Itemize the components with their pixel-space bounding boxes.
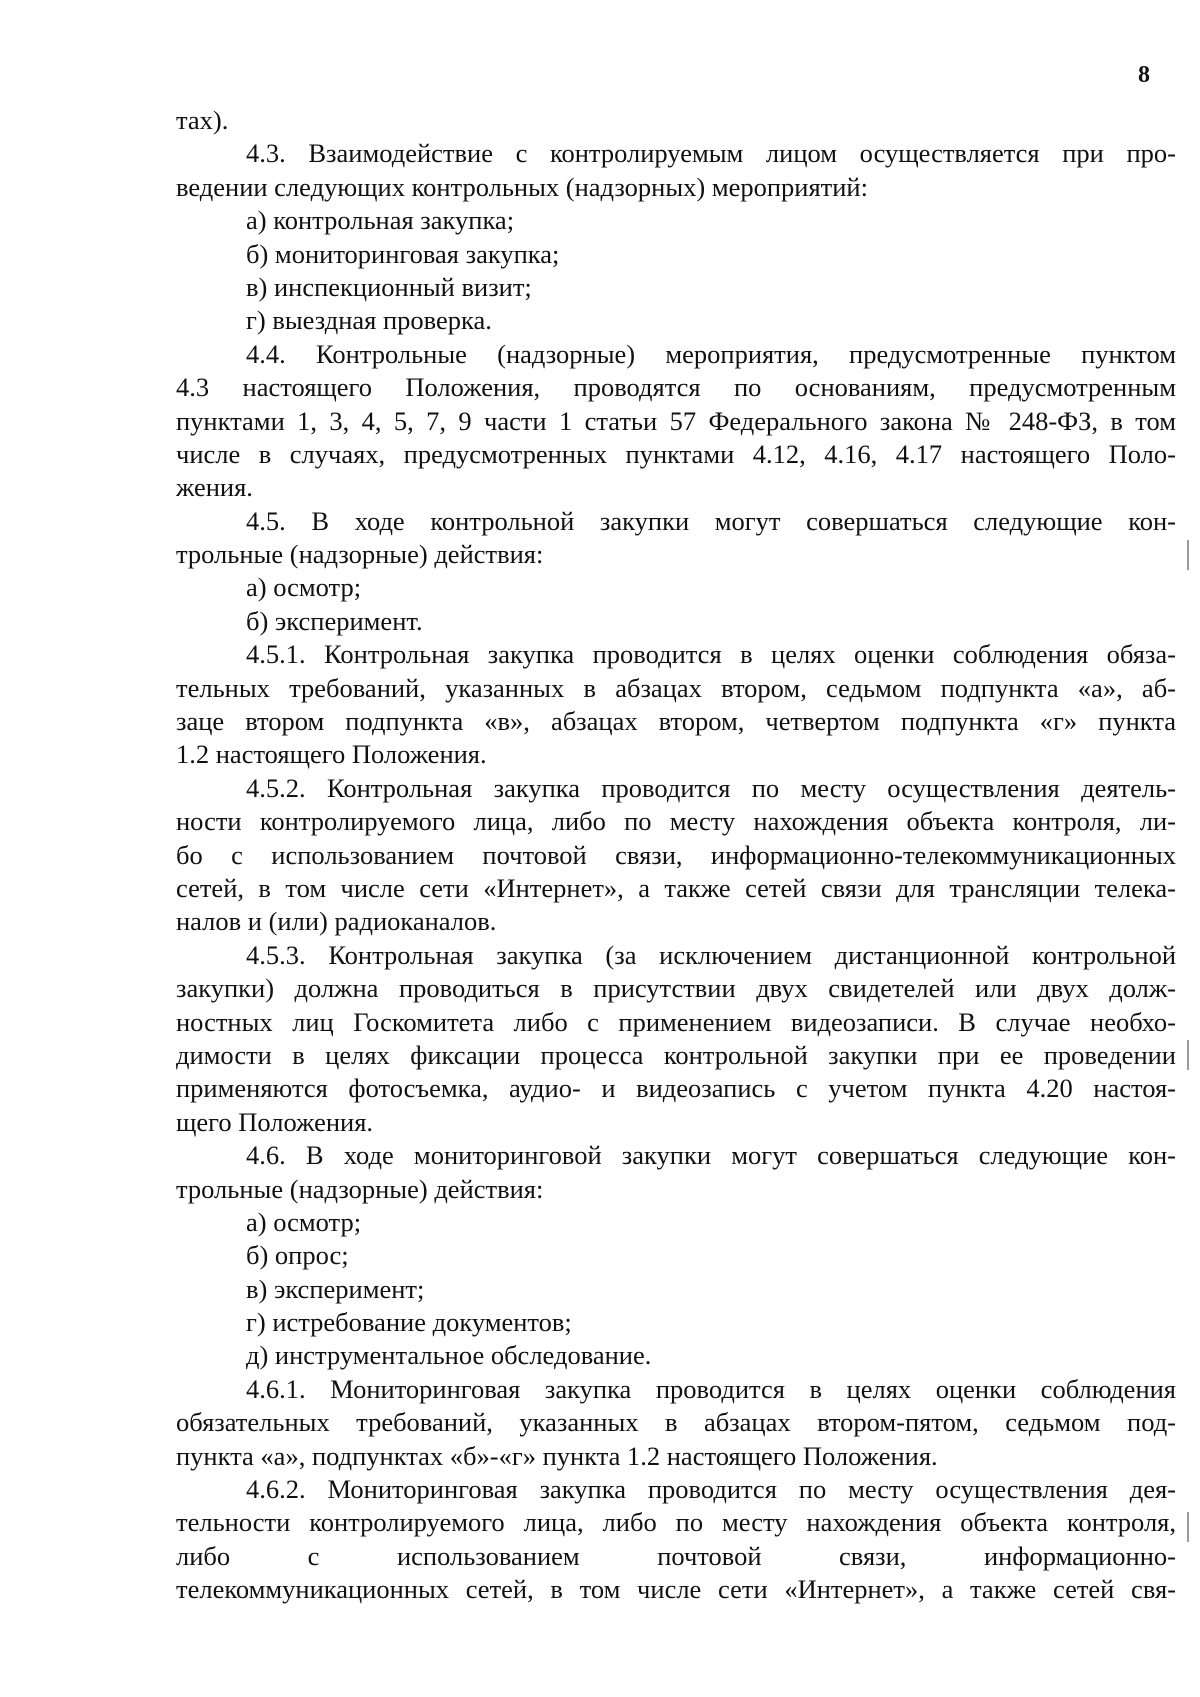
- list-item: г) истребование документов;: [246, 1307, 572, 1338]
- text-line: ности контролируемого лица, либо по месту нахождения объекта контроля, ли-: [176, 806, 1176, 837]
- text-line: тах).: [176, 105, 229, 135]
- text-line: 4.5.1. Контрольная закупка проводится в целях оценки соблюдения обяза-: [246, 639, 1176, 670]
- text-line: либо с использованием почтовой связи, информационно-: [176, 1540, 1176, 1571]
- list-item: б) эксперимент.: [246, 605, 423, 636]
- text-line: 4.5. В ходе контрольной закупки могут совершаться следующие кон-: [246, 505, 1176, 536]
- list-item: б) опрос;: [246, 1240, 349, 1271]
- list-item: а) контрольная закупка;: [246, 205, 515, 236]
- list-item: г) выездная проверка.: [246, 305, 492, 336]
- list-item: а) осмотр;: [246, 572, 362, 603]
- text-line: 1.2 настоящего Положения.: [176, 739, 487, 770]
- text-line: 4.5.3. Контрольная закупка (за исключением дистанционной контрольной: [246, 939, 1176, 970]
- text-line: заце втором подпункта «в», абзацах втором, четвертом подпункта «г» пункта: [176, 706, 1176, 737]
- text-line: 4.4. Контрольные (надзорные) мероприятия, предусмотренные пунктом: [246, 338, 1176, 369]
- text-line: ведении следующих контрольных (надзорных) мероприятий:: [176, 171, 868, 202]
- text-line: тельных требований, указанных в абзацах втором, седьмом подпункта «а», аб-: [176, 672, 1176, 703]
- text-line: 4.6.1. Мониторинговая закупка проводится в целях оценки соблюдения: [246, 1373, 1176, 1404]
- text-line: применяются фотосъемка, аудио- и видеозапись с учетом пункта 4.20 настоя-: [176, 1073, 1176, 1104]
- text-line: пункта «а», подпунктах «б»-«г» пункта 1.2 настоящего Положения.: [176, 1440, 938, 1471]
- text-line: 4.6. В ходе мониторинговой закупки могут совершаться следующие кон-: [246, 1140, 1176, 1171]
- text-line: тельности контролируемого лица, либо по месту нахождения объекта контроля,: [176, 1507, 1176, 1538]
- list-item: в) инспекционный визит;: [246, 271, 532, 302]
- scan-edge-mark: [1187, 540, 1189, 570]
- text-line: 4.6.2. Мониторинговая закупка проводится по месту осуществления дея-: [246, 1474, 1176, 1505]
- text-line: ностных лиц Госкомитета либо с применением видеозаписи. В случае необхо-: [176, 1006, 1176, 1037]
- document-body: [176, 104, 1176, 1607]
- text-line: обязательных требований, указанных в абзацах втором-пятом, седьмом под-: [176, 1407, 1176, 1438]
- text-line: налов и (или) радиоканалов.: [176, 906, 497, 937]
- list-item: а) осмотр;: [246, 1206, 362, 1237]
- text-line: числе в случаях, предусмотренных пунктами 4.12, 4.16, 4.17 настоящего Поло-: [176, 438, 1176, 469]
- text-line: 4.5.2. Контрольная закупка проводится по месту осуществления деятель-: [246, 772, 1176, 803]
- list-item: б) мониторинговая закупка;: [246, 238, 560, 269]
- text-line: жения.: [176, 472, 253, 503]
- text-line: бо с использованием почтовой связи, информационно-телекоммуникационных: [176, 839, 1176, 870]
- scan-edge-mark: [1187, 1040, 1189, 1070]
- text-line: телекоммуникационных сетей, в том числе сети «Интернет», а также сетей свя-: [176, 1574, 1176, 1605]
- scan-edge-mark: [1187, 1512, 1189, 1542]
- text-line: пунктами 1, 3, 4, 5, 7, 9 части 1 статьи 57 Федерального закона № 248-ФЗ, в том: [176, 405, 1176, 436]
- text-line: трольные (надзорные) действия:: [176, 1173, 544, 1204]
- text-line: трольные (надзорные) действия:: [176, 539, 544, 570]
- page-number: 8: [1138, 62, 1150, 88]
- text-line: димости в целях фиксации процесса контрольной закупки при ее проведении: [176, 1039, 1176, 1070]
- text-line: 4.3 настоящего Положения, проводятся по основаниям, предусмотренным: [176, 372, 1176, 403]
- text-line: щего Положения.: [176, 1106, 374, 1137]
- text-line: 4.3. Взаимодействие с контролируемым лицом осуществляется при про-: [246, 138, 1176, 169]
- list-item: в) эксперимент;: [246, 1273, 425, 1304]
- text-line: закупки) должна проводиться в присутствии двух свидетелей или двух долж-: [176, 973, 1176, 1004]
- list-item: д) инструментальное обследование.: [246, 1340, 652, 1371]
- text-line: сетей, в том числе сети «Интернет», а также сетей связи для трансляции телека-: [176, 872, 1176, 903]
